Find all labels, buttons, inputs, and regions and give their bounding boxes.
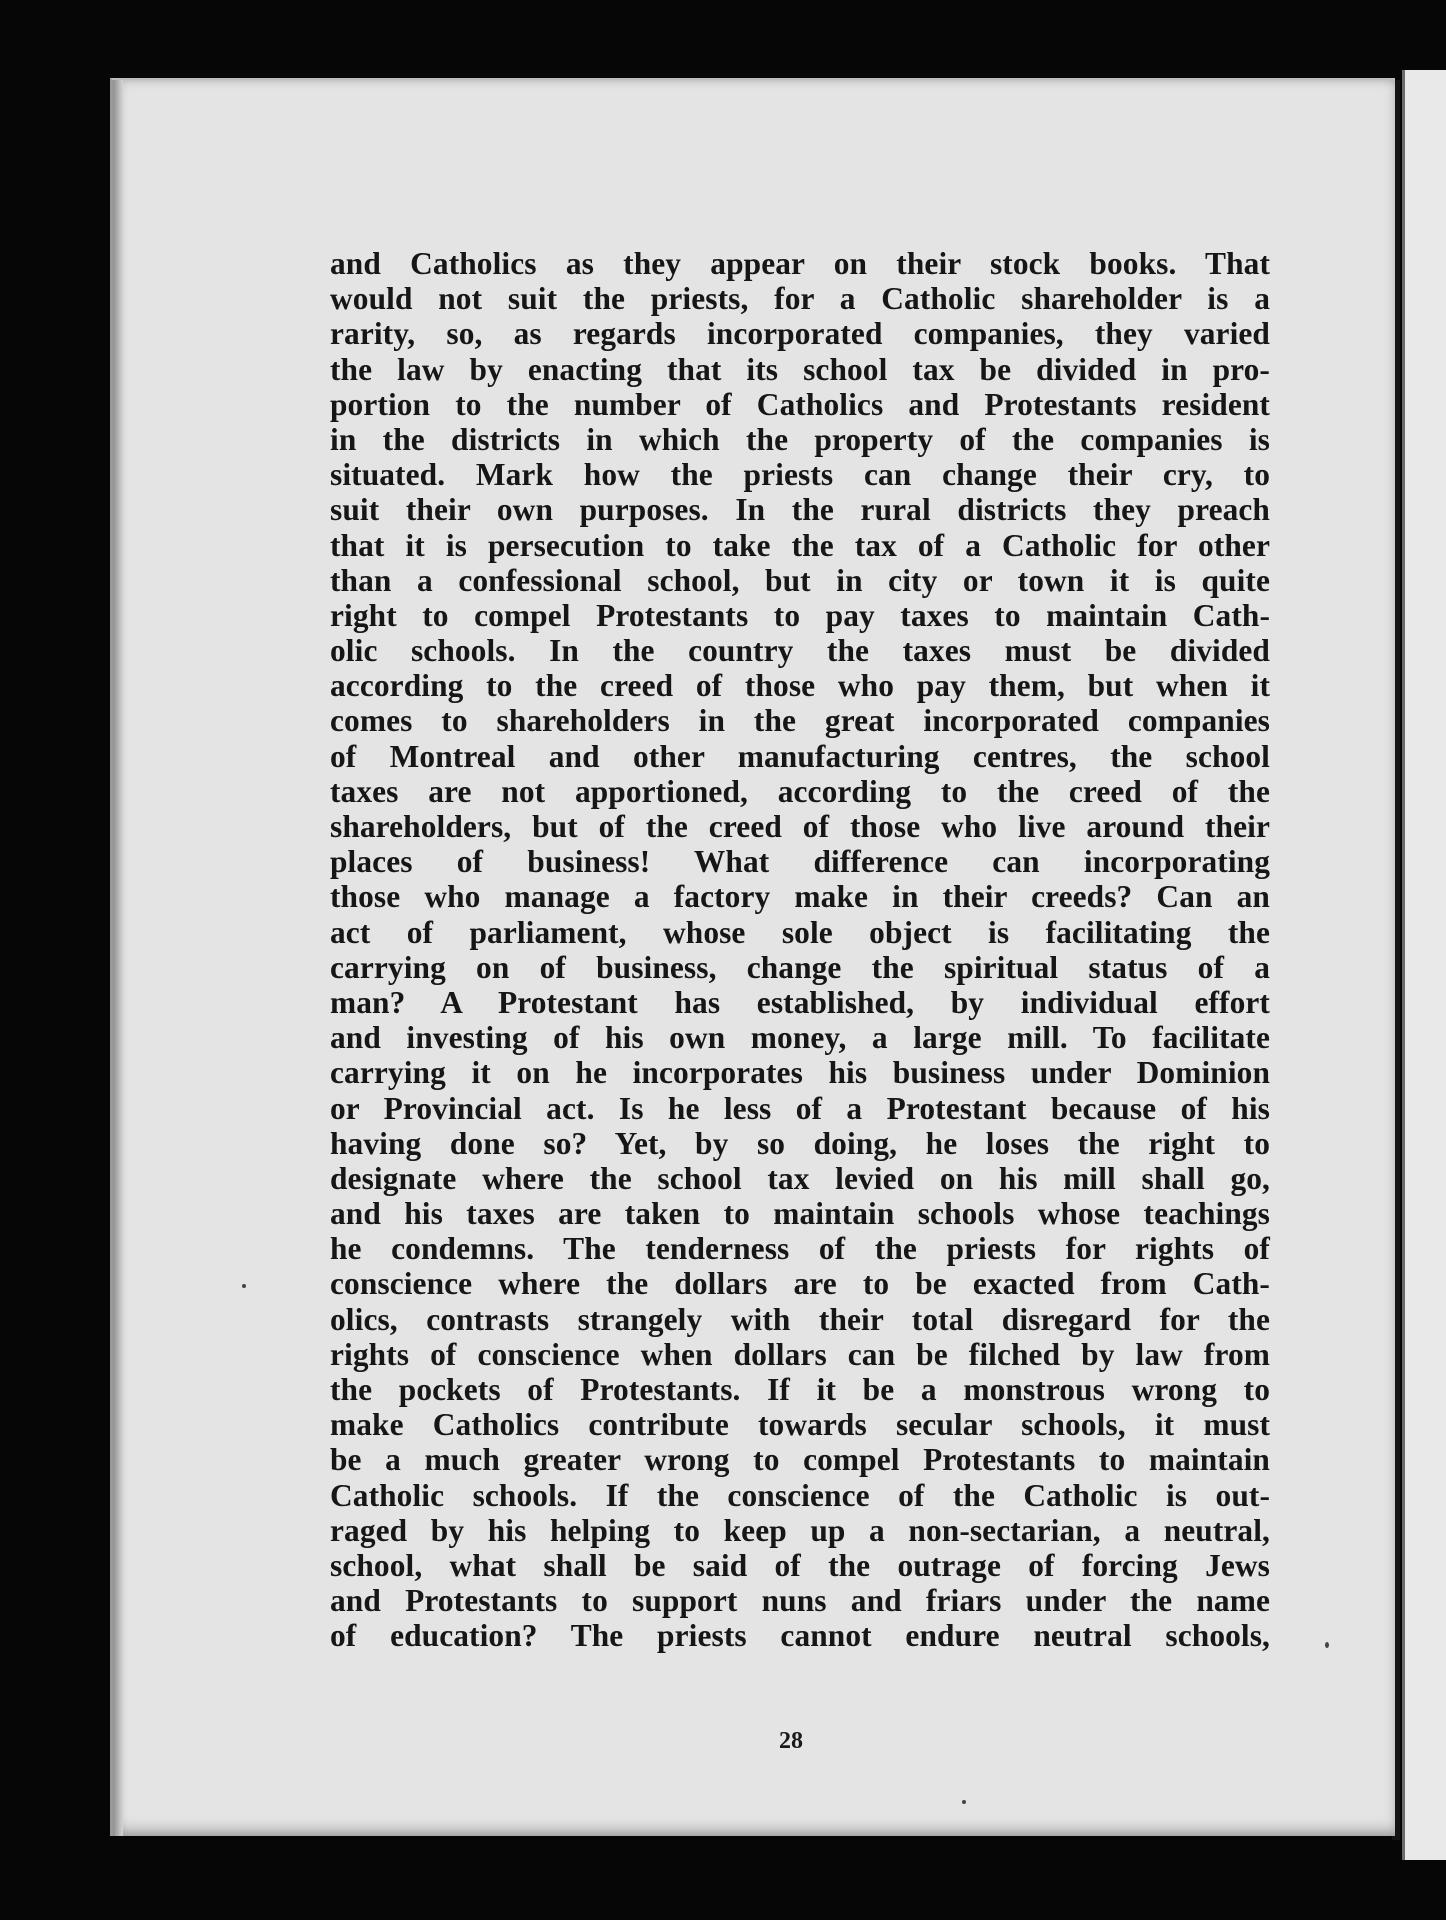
text-line: in the districts in which the property of the companies is — [330, 421, 1270, 457]
text-line: rights of conscience when dollars can be filched by law from — [330, 1336, 1270, 1372]
body-text — [330, 246, 1270, 1654]
text-line: conscience where the dollars are to be exacted from Cath- — [330, 1266, 1270, 1302]
text-line: olic schools. In the country the taxes must be divided — [330, 633, 1270, 669]
text-line: and Catholics as they appear on their stock books. That — [330, 246, 1270, 281]
text-line: right to compel Protestants to pay taxes to maintain Cath- — [330, 597, 1270, 633]
text-line: school, what shall be said of the outrage of forcing Jews — [330, 1547, 1270, 1583]
facing-page-edge — [1402, 70, 1446, 1860]
text-line: designate where the school tax levied on his mill shall go, — [330, 1160, 1270, 1196]
text-line: having done so? Yet, by so doing, he loses the right to — [330, 1125, 1270, 1161]
text-line: and investing of his own money, a large mill. To facilitate — [330, 1020, 1270, 1056]
scan-speck — [242, 1284, 246, 1288]
text-line: rarity, so, as regards incorporated companies, they varied — [330, 316, 1270, 352]
text-line: would not suit the priests, for a Catholic shareholder is a — [330, 281, 1270, 317]
text-line: Catholic schools. If the conscience of the Catholic is out- — [330, 1477, 1270, 1513]
text-line: he condemns. The tenderness of the priests for rights of — [330, 1231, 1270, 1267]
text-line: of education? The priests cannot endure neutral schools, — [330, 1618, 1270, 1654]
text-line: of Montreal and other manufacturing centres, the school — [330, 738, 1270, 774]
text-line: raged by his helping to keep up a non-sectarian, a neutral, — [330, 1512, 1270, 1548]
scan-speck — [962, 1800, 966, 1804]
text-line: carrying it on he incorporates his business under Dominion — [330, 1055, 1270, 1091]
text-line: places of business! What difference can incorporating — [330, 844, 1270, 880]
text-line: those who manage a factory make in their creeds? Can an — [330, 879, 1270, 915]
text-line: portion to the number of Catholics and Protestants resident — [330, 386, 1270, 422]
text-line: olics, contrasts strangely with their total disregard for the — [330, 1301, 1270, 1337]
text-line: and his taxes are taken to maintain schools whose teachings — [330, 1196, 1270, 1232]
scan-speck — [1325, 1642, 1329, 1648]
text-line: the law by enacting that its school tax be divided in pro- — [330, 351, 1270, 387]
text-line: carrying on of business, change the spiritual status of a — [330, 949, 1270, 985]
text-line: than a confessional school, but in city or town it is quite — [330, 562, 1270, 598]
text-line: man? A Protestant has established, by individual effort — [330, 984, 1270, 1020]
text-line: comes to shareholders in the great incorporated companies — [330, 703, 1270, 739]
text-line: act of parliament, whose sole object is facilitating the — [330, 914, 1270, 950]
text-line: make Catholics contribute towards secular schools, it must — [330, 1407, 1270, 1443]
text-line: taxes are not apportioned, according to the creed of the — [330, 773, 1270, 809]
text-line: situated. Mark how the priests can change their cry, to — [330, 457, 1270, 493]
text-line: or Provincial act. Is he less of a Protestant because of his — [330, 1090, 1270, 1126]
text-line: shareholders, but of the creed of those who live around their — [330, 809, 1270, 844]
text-line: the pockets of Protestants. If it be a monstrous wrong to — [330, 1372, 1270, 1407]
text-line: be a much greater wrong to compel Protestants to maintain — [330, 1442, 1270, 1478]
text-line: and Protestants to support nuns and friars under the name — [330, 1583, 1270, 1619]
text-line: that it is persecution to take the tax of a Catholic for other — [330, 527, 1270, 563]
text-line: suit their own purposes. In the rural districts they preach — [330, 492, 1270, 528]
page-number: 28 — [779, 1728, 803, 1754]
text-line: according to the creed of those who pay them, but when it — [330, 668, 1270, 704]
